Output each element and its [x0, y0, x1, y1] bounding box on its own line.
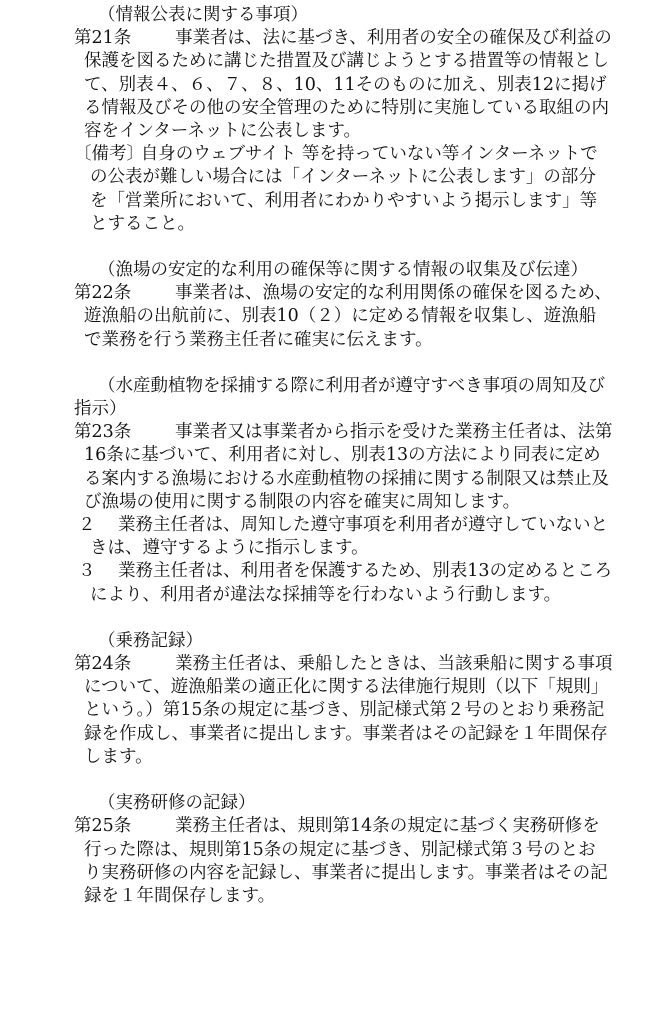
article-text: 事業者は、法に基づき、利用者の安全の確保及び利益の保護を図るために講じた措置及び講じようとする措置等の情報として、別表４、６、７、８、10、11そのものに加え、別表12に掲げる情報及びその他の安全管理のために特別に実施している取組の内容をインターネットに公表します。 [84, 28, 612, 142]
section-article-24 [74, 630, 613, 769]
article-22 [0, 282, 613, 352]
paragraph-text: 業務主任者は、周知した遵守事項を利用者が遵守していないときは、遵守するように指示します。 [90, 515, 608, 559]
section-article-25 [74, 792, 613, 908]
article-number: 第25条 [74, 816, 132, 837]
section-heading: （実務研修の記録） [98, 793, 256, 814]
section-heading: （乗務記録） [98, 630, 203, 651]
paragraph-number: ３ [78, 561, 96, 582]
spacer [74, 236, 613, 259]
paragraph-2 [0, 514, 613, 560]
article-text: 事業者又は事業者から指示を受けた業務主任者は、法第16条に基づいて、利用者に対し、別表13の方法により同表に定める案内する漁場における水産動植物の採捕に関する制限又は禁止及び漁場の使用に関する制限の内容を確実に周知します。 [84, 422, 613, 512]
note-text: 自身のウェブサイト 等を持っていない等インターネットでの公表が難しい場合には「インターネットに公表します」の部分を「営業所において、利用者にわかりやすいよう掲示します」等とすること。 [90, 144, 598, 234]
article-text: 事業者は、漁場の安定的な利用関係の確保を図るため、遊漁船の出航前に、別表10（２）に定める情報を収集し、遊漁船で業務を行う業務主任者に確実に伝えます。 [84, 283, 612, 350]
section-heading: （情報公表に関する事項） [98, 5, 308, 25]
note-label: 〔備考〕 [74, 144, 144, 165]
article-number: 第21条 [74, 28, 132, 49]
section-heading: （漁場の安定的な利用の確保等に関する情報の収集及び伝達） [98, 260, 588, 281]
section-article-23 [74, 375, 613, 607]
paragraph-3 [0, 560, 613, 606]
spacer [74, 769, 613, 792]
spacer [74, 607, 613, 630]
paragraph-number: ２ [78, 515, 96, 536]
section-article-21 [74, 4, 613, 236]
note [0, 143, 613, 236]
article-number: 第24条 [74, 654, 132, 675]
article-21 [0, 27, 613, 143]
article-23 [0, 421, 613, 514]
spacer [74, 352, 613, 375]
article-number: 第22条 [74, 283, 132, 304]
article-25 [0, 815, 613, 908]
paragraph-text: 業務主任者は、利用者を保護するため、別表13の定めるところにより、利用者が違法な採捕等を行わないよう行動します。 [90, 561, 613, 605]
section-heading: （水産動植物を採捕する際に利用者が遵守すべき事項の周知及び指示） [74, 375, 606, 420]
article-number: 第23条 [74, 422, 132, 443]
article-text: 業務主任者は、乗船したときは、当該乗船に関する事項について、遊漁船業の適正化に関する法律施行規則（以下「規則」という。）第15条の規定に基づき、別記様式第２号のとおり乗務記録を作成し、事業者に提出します。事業者はその記録を１年間保存します。 [84, 654, 613, 767]
section-article-22 [74, 259, 613, 352]
article-24 [0, 653, 613, 769]
article-text: 業務主任者は、規則第14条の規定に基づく実務研修を行った際は、規則第15条の規定に基づき、別記様式第３号のとおり実務研修の内容を記録し、事業者に提出します。事業者はその記録を１年間保存します。 [84, 816, 608, 906]
